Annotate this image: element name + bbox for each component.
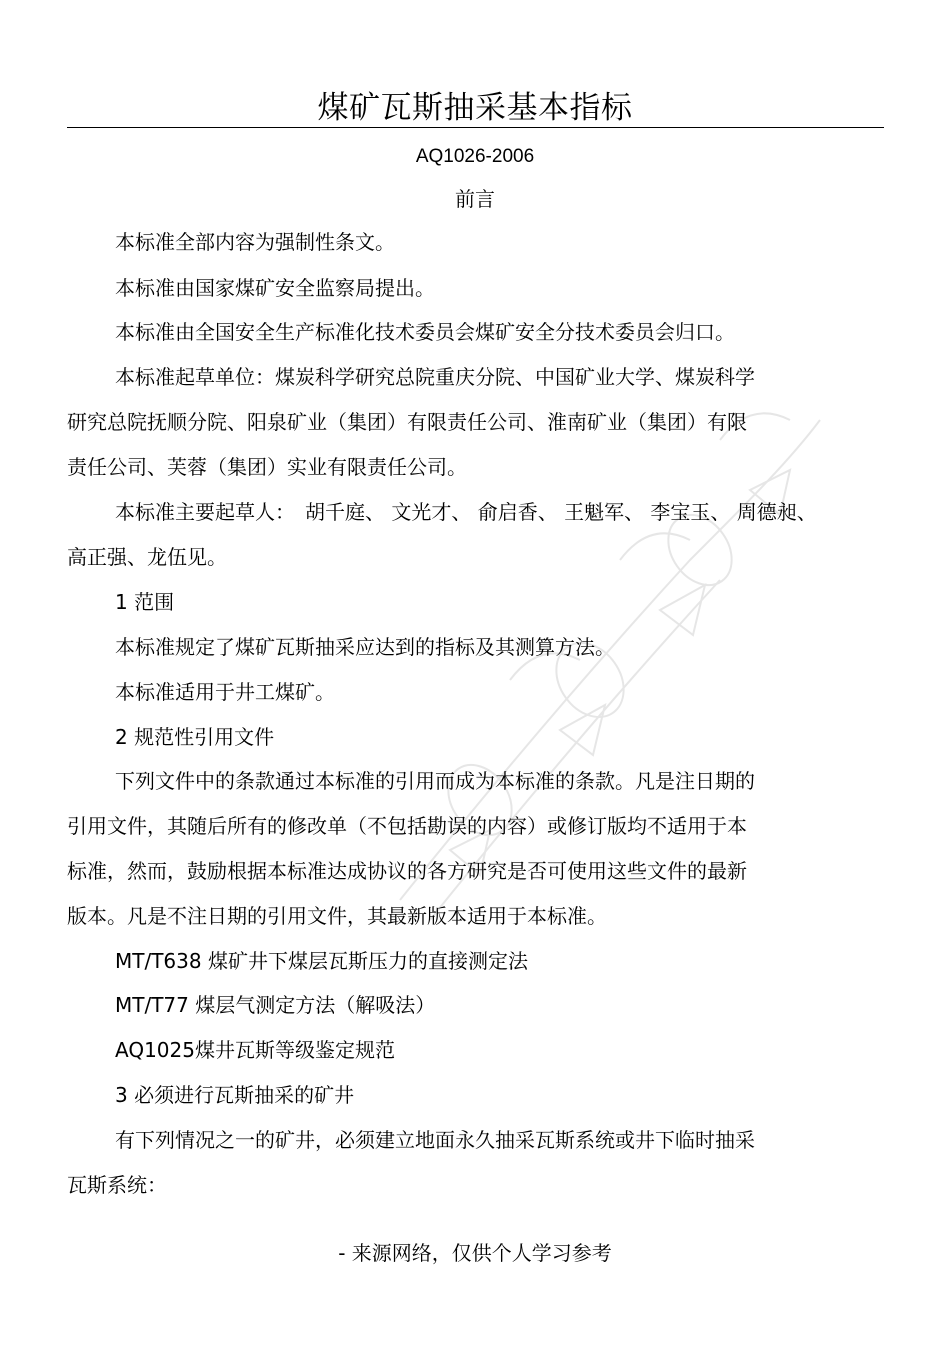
section-heading: 3 必须进行瓦斯抽采的矿井 bbox=[115, 1083, 355, 1107]
section-heading: 2 规范性引用文件 bbox=[115, 725, 275, 749]
title-underline bbox=[67, 127, 884, 128]
reference-item: MT/T77 煤层气测定方法（解吸法） bbox=[115, 993, 436, 1017]
paragraph-line: 本标准由全国安全生产标准化技术委员会煤矿安全分技术委员会归口。 bbox=[115, 320, 735, 344]
section-heading: 1 范围 bbox=[115, 590, 175, 614]
paragraph-line: 标准，然而，鼓励根据本标准达成协议的各方研究是否可使用这些文件的最新 bbox=[67, 859, 747, 883]
paragraph-line: 本标准全部内容为强制性条文。 bbox=[115, 230, 395, 254]
paragraph-line: 责任公司、芙蓉（集团）实业有限责任公司。 bbox=[67, 455, 467, 479]
document-title: 煤矿瓦斯抽采基本指标 bbox=[317, 90, 633, 126]
paragraph-line: 有下列情况之一的矿井，必须建立地面永久抽采瓦斯系统或井下临时抽采 bbox=[115, 1128, 755, 1152]
paragraph-line: 引用文件，其随后所有的修改单（不包括勘误的内容）或修订版均不适用于本 bbox=[67, 814, 747, 838]
paragraph-line: 版本。凡是不注日期的引用文件，其最新版本适用于本标准。 bbox=[67, 904, 607, 928]
paragraph-line: 本标准起草单位：煤炭科学研究总院重庆分院、中国矿业大学、煤炭科学 bbox=[115, 365, 755, 389]
reference-item: MT/T638 煤矿井下煤层瓦斯压力的直接测定法 bbox=[115, 949, 528, 973]
paragraph-line: 本标准由国家煤矿安全监察局提出。 bbox=[115, 276, 435, 300]
paragraph-line: 本标准规定了煤矿瓦斯抽采应达到的指标及其测算方法。 bbox=[115, 635, 615, 659]
preface-heading: 前言 bbox=[455, 187, 495, 211]
paragraph-line: 下列文件中的条款通过本标准的引用而成为本标准的条款。凡是注日期的 bbox=[115, 769, 755, 793]
reference-item: AQ1025煤井瓦斯等级鉴定规范 bbox=[115, 1038, 395, 1062]
footer-note: - 来源网络，仅供个人学习参考 bbox=[338, 1241, 612, 1265]
paragraph-line: 本标准适用于井工煤矿。 bbox=[115, 680, 335, 704]
paragraph-line: 瓦斯系统： bbox=[67, 1173, 167, 1197]
standard-code: AQ1026-2006 bbox=[415, 146, 535, 167]
paragraph-line: 高正强、龙伍见。 bbox=[67, 545, 227, 569]
paragraph-line: 研究总院抚顺分院、阳泉矿业（集团）有限责任公司、淮南矿业（集团）有限 bbox=[67, 410, 747, 434]
paragraph-line: 本标准主要起草人： 胡千庭、 文光才、 俞启香、 王魁军、 李宝玉、 周德昶、 bbox=[115, 500, 817, 524]
